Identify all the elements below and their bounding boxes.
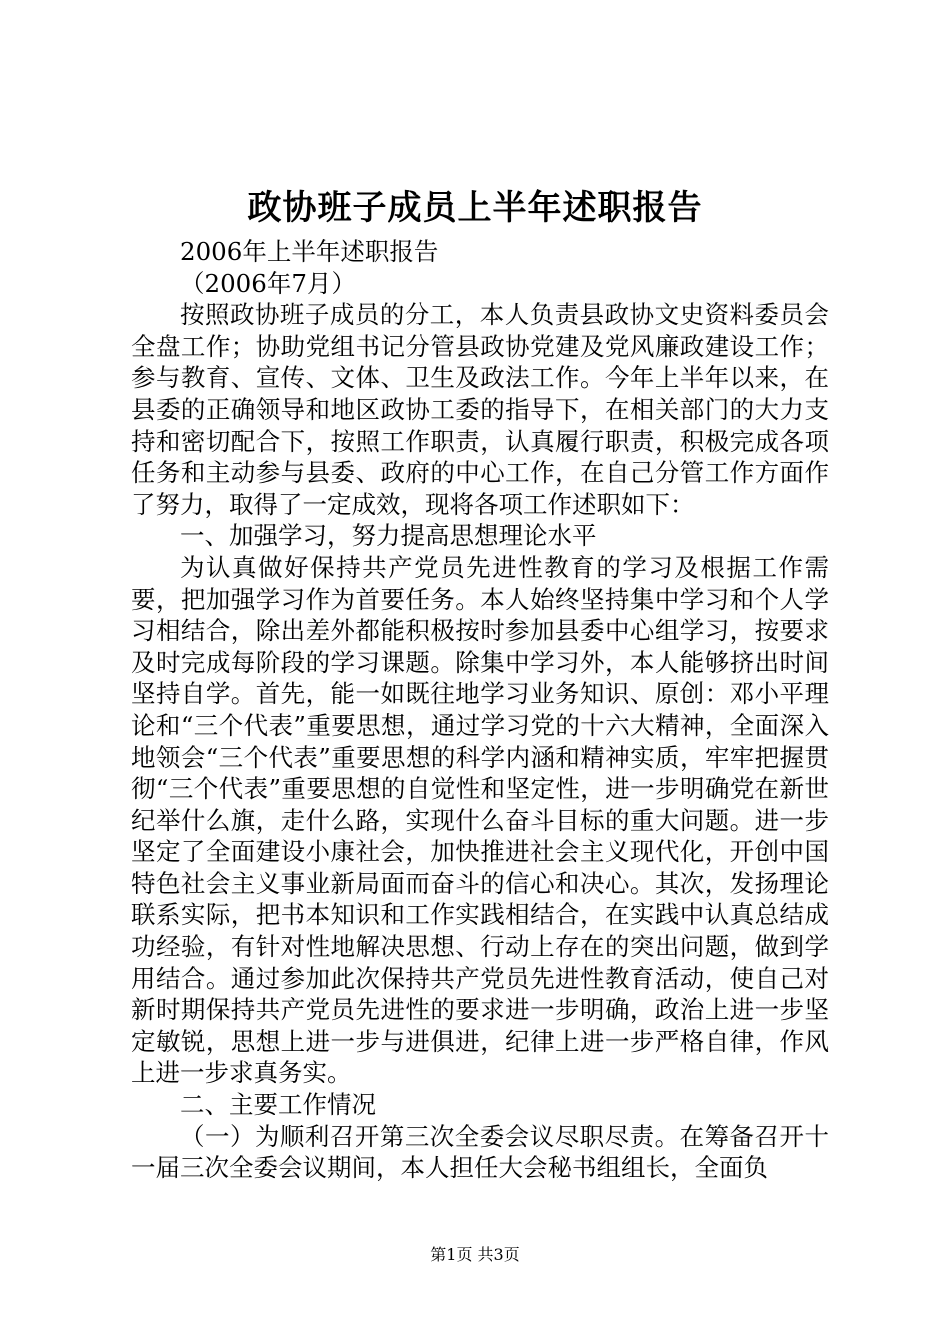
document-body bbox=[131, 236, 829, 1184]
body-paragraph: 为认真做好保持共产党员先进性教育的学习及根据工作需要，把加强学习作为首要任务。本人始终坚持集中学习和个人学习相结合，除出差外都能积极按时参加县委中心组学习，按要求及时完成每阶段的学习课题。除集中学习外，本人能够挤出时间坚持自学。首先，能一如既往地学习业务知识、原创：邓小平理论和“三个代表”重要思想，通过学习党的十六大精神，全面深入地领会“三个代表”重要思想的科学内涵和精神实质，牢牢把握贯彻“三个代表”重要思想的自觉性和坚定性，进一步明确党在新世纪举什么旗，走什么路，实现什么奋斗目标的重大问题。进一步坚定了全面建设小康社会，加快推进社会主义现代化，开创中国特色社会主义事业新局面而奋斗的信心和决心。其次，发扬理论联系实际，把书本知识和工作实践相结合，在实践中认真总结成功经验，有针对性地解决思想、行动上存在的突出问题，做到学用结合。通过参加此次保持共产党员先进性教育活动，使自己对新时期保持共产党员先进性的要求进一步明确，政治上进一步坚定敏锐，思想上进一步与进俱进，纪律上进一步严格自律，作风上进一步求真务实。 bbox=[131, 552, 829, 1088]
report-subtitle: 2006年上半年述职报告 bbox=[180, 237, 439, 266]
body-paragraph: 按照政协班子成员的分工，本人负责县政协文史资料委员会全盘工作；协助党组书记分管县政协党建及党风廉政建设工作；参与教育、宣传、文体、卫生及政法工作。今年上半年以来，在县委的正确领导和地区政协工委的指导下，在相关部门的大力支持和密切配合下，按照工作职责，认真履行职责，积极完成各项任务和主动参与县委、政府的中心工作，在自己分管工作方面作了努力，取得了一定成效，现将各项工作述职如下： bbox=[131, 300, 829, 519]
body-paragraph: （一）为顺利召开第三次全委会议尽职尽责。在筹备召开十一届三次全委会议期间，本人担任大会秘书组组长，全面负 bbox=[131, 1121, 829, 1183]
document-title: 政协班子成员上半年述职报告 bbox=[247, 188, 703, 228]
report-date: （2006年7月） bbox=[180, 268, 356, 298]
section-heading: 二、主要工作情况 bbox=[180, 1090, 376, 1120]
page-number-footer: 第1页 共3页 bbox=[430, 1245, 520, 1264]
section-heading: 一、加强学习，努力提高思想理论水平 bbox=[180, 521, 597, 551]
